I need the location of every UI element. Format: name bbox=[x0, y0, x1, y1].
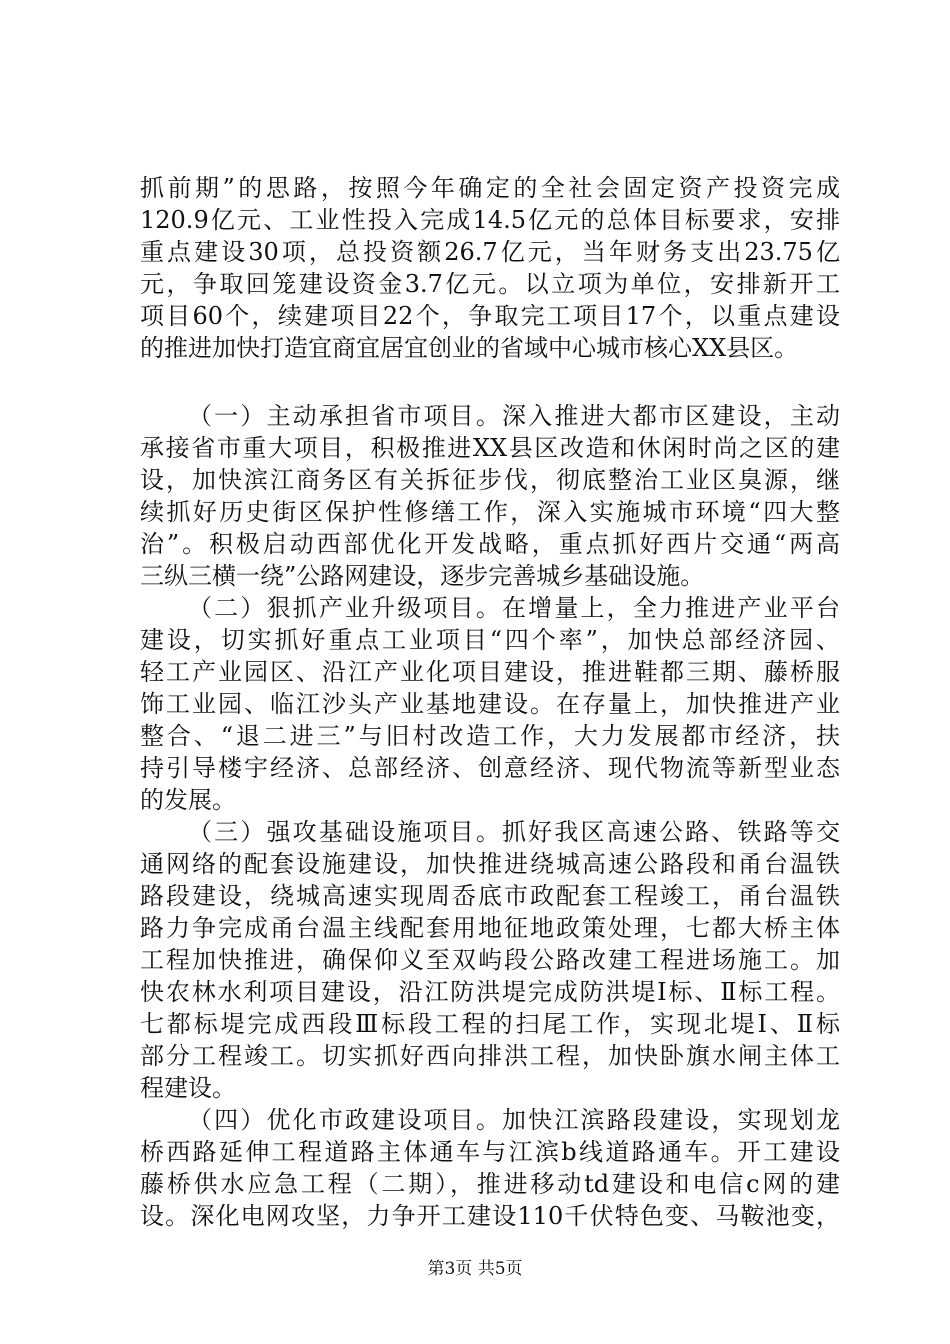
text-line: 的推进加快打造宜商宜居宜创业的省域中心城市核心XX县区。 bbox=[140, 334, 799, 362]
text-line: 设，加快滨江商务区有关拆征步伐，彻底整治工业区臭源，继 bbox=[140, 466, 840, 494]
text-line: 快农林水利项目建设，沿江防洪堤完成防洪堤Ⅰ标、Ⅱ标工程。 bbox=[140, 978, 840, 1006]
text-line: 饰工业园、临江沙头产业基地建设。在存量上，加快推进产业 bbox=[140, 690, 840, 718]
text-line: 轻工产业园区、沿江产业化项目建设，推进鞋都三期、藤桥服 bbox=[140, 658, 840, 686]
text-line: 通网络的配套设施建设，加快推进绕城高速公路段和甬台温铁 bbox=[140, 850, 840, 878]
paragraph-start-line: （四）优化市政建设项目。加快江滨路段建设，实现划龙 bbox=[188, 1106, 840, 1134]
text-line: 桥西路延伸工程道路主体通车与江滨b线道路通车。开工建设 bbox=[140, 1138, 840, 1166]
text-line: 续抓好历史街区保护性修缮工作，深入实施城市环境“四大整 bbox=[140, 498, 840, 526]
paragraph-start-line: （三）强攻基础设施项目。抓好我区高速公路、铁路等交 bbox=[188, 818, 840, 846]
text-line: 路段建设，绕城高速实现周岙底市政配套工程竣工，甬台温铁 bbox=[140, 882, 840, 910]
text-line: 的发展。 bbox=[140, 786, 236, 814]
text-line: 程建设。 bbox=[140, 1074, 236, 1102]
text-line: 元，争取回笼建设资金3.7亿元。以立项为单位，安排新开工 bbox=[140, 270, 840, 298]
text-line: 建设，切实抓好重点工业项目“四个率”，加快总部经济园、 bbox=[140, 626, 840, 654]
paragraph-start-line: （一）主动承担省市项目。深入推进大都市区建设，主动 bbox=[188, 402, 840, 430]
page-number-footer: 第3页 共5页 bbox=[427, 1259, 523, 1279]
text-line: 治”。积极启动西部优化开发战略，重点抓好西片交通“两高 bbox=[140, 530, 840, 558]
text-line: 设。深化电网攻坚，力争开工建设110千伏特色变、马鞍池变， bbox=[140, 1202, 840, 1230]
text-line: 承接省市重大项目，积极推进XX县区改造和休闲时尚之区的建 bbox=[140, 434, 840, 462]
text-line: 120.9亿元、工业性投入完成14.5亿元的总体目标要求，安排 bbox=[140, 206, 840, 234]
text-line: 路力争完成甬台温主线配套用地征地政策处理，七都大桥主体 bbox=[140, 914, 840, 942]
text-line: 七都标堤完成西段Ⅲ标段工程的扫尾工作，实现北堤Ⅰ、Ⅱ标 bbox=[140, 1010, 840, 1038]
text-line: 藤桥供水应急工程（二期），推进移动td建设和电信c网的建 bbox=[140, 1170, 840, 1198]
text-line: 工程加快推进，确保仰义至双屿段公路改建工程进场施工。加 bbox=[140, 946, 840, 974]
text-line: 重点建设30项，总投资额26.7亿元，当年财务支出23.75亿 bbox=[140, 238, 840, 266]
paragraph-start-line: （二）狠抓产业升级项目。在增量上，全力推进产业平台 bbox=[188, 594, 840, 622]
text-line: 整合、“退二进三”与旧村改造工作，大力发展都市经济，扶 bbox=[140, 722, 840, 750]
text-line: 抓前期”的思路，按照今年确定的全社会固定资产投资完成 bbox=[140, 174, 840, 202]
text-line: 项目60个，续建项目22个，争取完工项目17个，以重点建设 bbox=[140, 302, 840, 330]
text-line: 三纵三横一绕”公路网建设，逐步完善城乡基础设施。 bbox=[140, 562, 705, 590]
text-line: 部分工程竣工。切实抓好西向排洪工程，加快卧旗水闸主体工 bbox=[140, 1042, 840, 1070]
text-line: 持引导楼宇经济、总部经济、创意经济、现代物流等新型业态 bbox=[140, 754, 840, 782]
